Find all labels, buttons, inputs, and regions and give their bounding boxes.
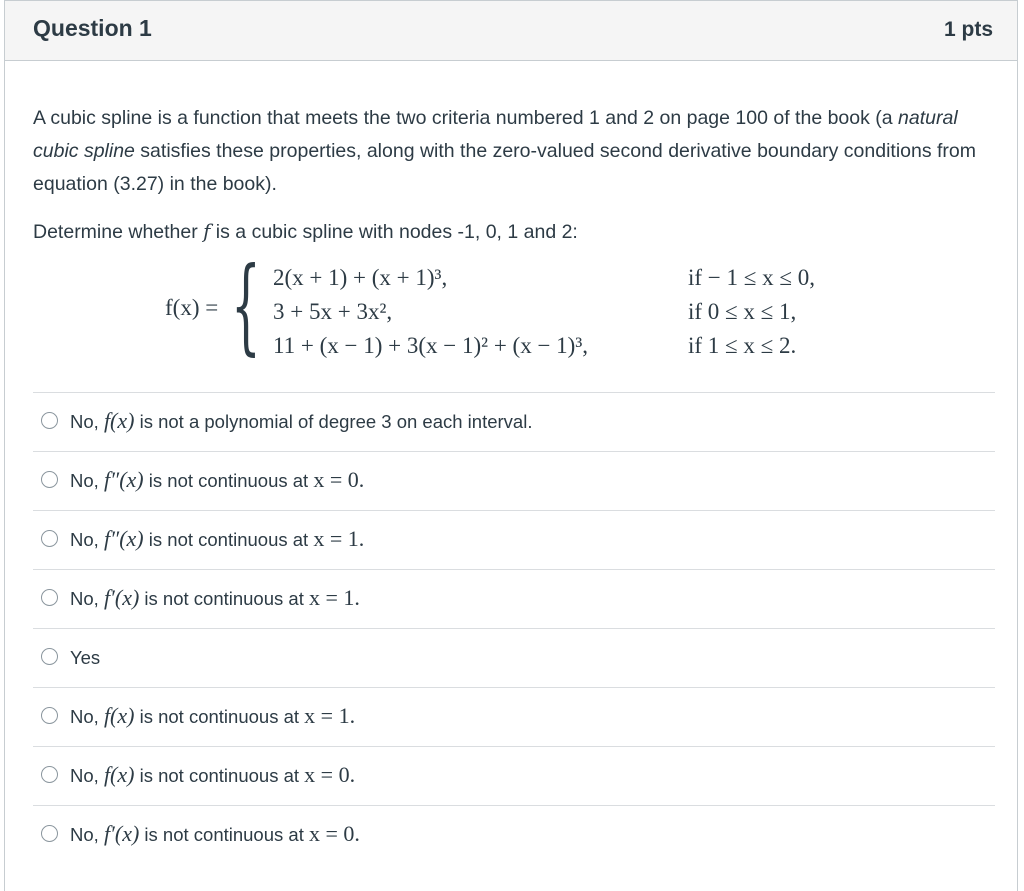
answer-math: f′(x) [103, 585, 140, 610]
answer-label[interactable] [70, 821, 360, 848]
answer-option[interactable] [33, 687, 995, 746]
answer-suffix: is not continuous at [134, 765, 305, 786]
answer-equation: x = 0. [304, 762, 356, 787]
radio-button[interactable] [41, 589, 58, 606]
question-card [4, 0, 1018, 891]
question-title: Question 1 [33, 15, 152, 41]
answer-prefix: No, [70, 824, 104, 845]
question-intro [33, 102, 995, 201]
radio-button[interactable] [41, 707, 58, 724]
answer-math: f″(x) [103, 467, 144, 492]
answer-math: f(x) [103, 408, 135, 433]
equation-lhs: f(x) = [165, 295, 219, 320]
intro-text-2: satisfies these properties, along with the zero-valued second derivative boundary conditions from equation (3.27) in the book). [33, 140, 977, 195]
prompt-before: Determine whether [33, 221, 204, 243]
answer-suffix: is not continuous at [143, 470, 314, 491]
answer-list [33, 392, 995, 864]
equation-row-expr: 11 + (x − 1) + 3(x − 1)² + (x − 1)³, [273, 333, 588, 358]
question-body [33, 61, 995, 846]
answer-prefix: Yes [70, 647, 101, 668]
answer-option[interactable] [33, 569, 995, 628]
answer-option[interactable] [33, 746, 995, 805]
answer-suffix: is not continuous at [139, 824, 309, 845]
answer-equation: x = 0. [308, 821, 360, 846]
radio-button[interactable] [41, 471, 58, 488]
answer-equation: x = 1. [304, 703, 356, 728]
answer-prefix: No, [70, 411, 104, 432]
intro-emphasis: natural cubic spline [33, 107, 958, 162]
answer-prefix: No, [70, 706, 104, 727]
question-header [5, 1, 1017, 61]
radio-button[interactable] [41, 530, 58, 547]
answer-prefix: No, [70, 529, 104, 550]
answer-math: f(x) [103, 703, 135, 728]
equation-row-condition: if 0 ≤ x ≤ 1, [688, 299, 797, 324]
answer-equation: x = 0. [313, 467, 365, 492]
prompt-after: is a cubic spline with nodes -1, 0, 1 and 2: [210, 221, 578, 243]
answer-option[interactable] [33, 628, 995, 687]
left-brace-icon: { [231, 244, 261, 366]
answer-label[interactable] [70, 467, 364, 494]
answer-option[interactable] [33, 392, 995, 451]
equation-row-expr: 3 + 5x + 3x², [273, 299, 393, 324]
question-points: 1 pts [943, 18, 993, 41]
piecewise-equation [165, 244, 885, 366]
radio-button[interactable] [41, 825, 58, 842]
answer-equation: x = 1. [313, 526, 365, 551]
prompt-variable: f [203, 220, 211, 243]
answer-math: f′(x) [103, 821, 140, 846]
answer-option[interactable] [33, 510, 995, 569]
answer-label[interactable] [70, 703, 355, 730]
answer-prefix: No, [70, 588, 104, 609]
answer-math: f″(x) [103, 526, 144, 551]
answer-label[interactable] [70, 644, 100, 671]
answer-suffix: is not continuous at [143, 529, 314, 550]
answer-prefix: No, [70, 765, 104, 786]
question-prompt [33, 217, 995, 247]
answer-math: f(x) [103, 762, 135, 787]
answer-suffix: is not a polynomial of degree 3 on each interval. [134, 411, 533, 432]
radio-button[interactable] [41, 766, 58, 783]
equation-row-condition: if 1 ≤ x ≤ 2. [688, 333, 797, 358]
answer-label[interactable] [70, 585, 360, 612]
answer-label[interactable] [70, 408, 532, 435]
equation-row-condition: if − 1 ≤ x ≤ 0, [688, 265, 816, 290]
equation-row-expr: 2(x + 1) + (x + 1)³, [273, 265, 448, 290]
radio-button[interactable] [41, 412, 58, 429]
answer-option[interactable] [33, 451, 995, 510]
radio-button[interactable] [41, 648, 58, 665]
intro-text-1: A cubic spline is a function that meets the two criteria numbered 1 and 2 on page 100 of the book (a [33, 107, 899, 129]
answer-suffix: is not continuous at [139, 588, 309, 609]
answer-label[interactable] [70, 762, 355, 789]
answer-label[interactable] [70, 526, 364, 553]
answer-equation: x = 1. [308, 585, 360, 610]
answer-prefix: No, [70, 470, 104, 491]
answer-suffix: is not continuous at [134, 706, 305, 727]
answer-option[interactable] [33, 805, 995, 864]
